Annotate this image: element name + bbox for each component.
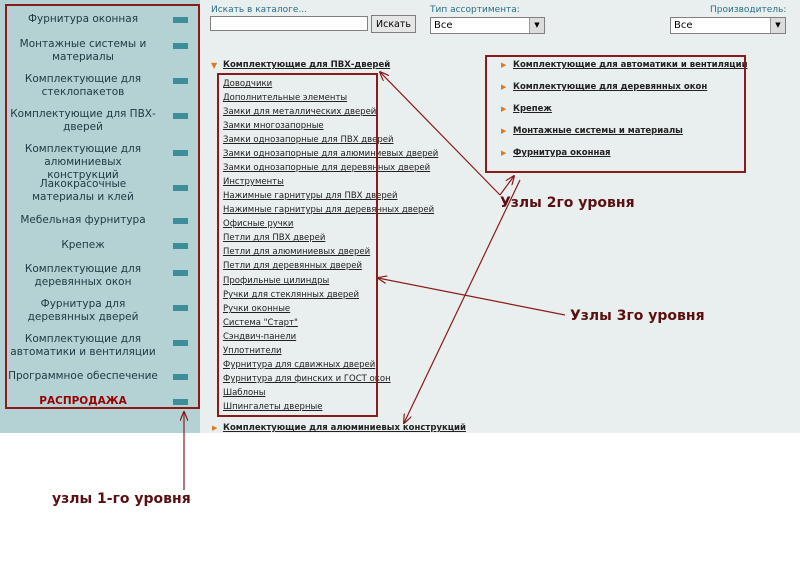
subcategory-link[interactable]: Замки однозапорные для алюминиевых дверей [223, 149, 439, 159]
subcategory-link[interactable]: Фурнитура для финских и ГОСТ окон [223, 374, 391, 384]
category-link[interactable]: Комплектующие для деревянных окон [513, 82, 708, 92]
subcategory-link[interactable]: Фурнитура для сдвижных дверей [223, 360, 376, 370]
sidebar-item-label[interactable]: Комплектующие для ПВХ-дверей [10, 108, 156, 133]
subcategory-link[interactable]: Инструменты [223, 177, 284, 187]
subcategory-link[interactable]: Нажимные гарнитуры для деревянных дверей [223, 205, 435, 215]
arrow-level2-to-bottom [404, 180, 520, 423]
subcategory-link[interactable]: Уплотнители [223, 346, 282, 356]
subcategory-link[interactable]: Петли для деревянных дверей [223, 261, 363, 271]
category-link[interactable]: Фурнитура оконная [513, 148, 611, 158]
subcategory-link[interactable]: Офисные ручки [223, 219, 294, 229]
triangle-right-icon: ▶ [501, 127, 507, 135]
subcategory-link[interactable]: Сэндвич-панели [223, 332, 297, 342]
annotation-level1: узлы 1-го уровня [52, 491, 191, 507]
sidebar-item-label[interactable]: Фурнитура для деревянных дверей [27, 298, 139, 323]
triangle-right-icon: ▶ [501, 149, 507, 157]
sidebar-item-label[interactable]: Мебельная фурнитура [20, 214, 146, 226]
search-button[interactable]: Искать [371, 15, 416, 33]
expanded-category-title[interactable]: Комплектующие для ПВХ-дверей [223, 60, 391, 70]
triangle-right-icon: ▶ [501, 61, 507, 69]
triangle-right-icon: ▶ [212, 424, 218, 432]
sidebar-item-label[interactable]: Комплектующие для стеклопакетов [24, 73, 142, 98]
subcategory-link[interactable]: Доводчики [223, 79, 273, 89]
subcategory-link[interactable]: Шпингалеты дверные [223, 402, 323, 412]
arrow-level2-to-top [380, 72, 500, 195]
collapsed-category-title[interactable]: Комплектующие для алюминиевых конструкций [223, 423, 466, 433]
subcategory-link[interactable]: Петли для алюминиевых дверей [223, 247, 371, 257]
annotation-level2: Узлы 2го уровня [500, 195, 635, 211]
triangle-right-icon: ▶ [501, 83, 507, 91]
subcategory-link[interactable]: Дополнительные элементы [223, 93, 348, 103]
sidebar-item-label[interactable]: Крепеж [61, 239, 105, 251]
sidebar-item-label[interactable]: Программное обеспечение [8, 370, 158, 382]
category-link[interactable]: Комплектующие для автоматики и вентиляции [513, 60, 748, 70]
triangle-down-icon: ▼ [211, 61, 218, 70]
subcategory-link[interactable]: Замки однозапорные для ПВХ дверей [223, 135, 394, 145]
subcategory-link[interactable]: Замки многозапорные [223, 121, 324, 131]
manufacturer-label: Производитель: [710, 5, 787, 15]
assortment-label: Тип ассортимента: [430, 5, 520, 15]
search-label: Искать в каталоге... [211, 5, 308, 15]
subcategory-link[interactable]: Ручки для стеклянных дверей [223, 290, 360, 300]
sidebar-item-label[interactable]: Монтажные системы и материалы [19, 38, 147, 63]
subcategory-link[interactable]: Ручки оконные [223, 304, 291, 314]
chevron-down-icon[interactable]: ▼ [529, 18, 544, 33]
chevron-down-icon[interactable]: ▼ [770, 18, 785, 33]
subcategory-link[interactable]: Шаблоны [223, 388, 266, 398]
sidebar-item-sale[interactable]: РАСПРОДАЖА [39, 395, 127, 407]
manufacturer-select-value: Все [674, 20, 693, 31]
assortment-select-value: Все [434, 20, 453, 31]
sidebar-item-label[interactable]: Лакокрасочные материалы и клей [32, 178, 134, 203]
sidebar-item-label[interactable]: Комплектующие для алюминиевых конструкций [24, 143, 142, 181]
subcategory-link[interactable]: Замки для металлических дверей [223, 107, 377, 117]
subcategory-link[interactable]: Система "Старт" [223, 318, 298, 328]
category-link[interactable]: Крепеж [513, 104, 552, 114]
sidebar-item-label[interactable]: Комплектующие для деревянных окон [24, 263, 142, 288]
arrow-level2-to-right [500, 176, 514, 195]
subcategory-link[interactable]: Замки однозапорные для деревянных дверей [223, 163, 431, 173]
subcategory-link[interactable]: Профильные цилиндры [223, 276, 330, 286]
subcategory-link[interactable]: Петли для ПВХ дверей [223, 233, 326, 243]
subcategory-link[interactable]: Нажимные гарнитуры для ПВХ дверей [223, 191, 398, 201]
category-link[interactable]: Монтажные системы и материалы [513, 126, 683, 136]
sidebar-item-label[interactable]: Фурнитура оконная [27, 13, 139, 25]
triangle-right-icon: ▶ [501, 105, 507, 113]
sidebar-item-label[interactable]: Комплектующие для автоматики и вентиляции [10, 333, 156, 358]
annotation-level3: Узлы 3го уровня [570, 308, 705, 324]
arrow-level3 [378, 278, 565, 315]
